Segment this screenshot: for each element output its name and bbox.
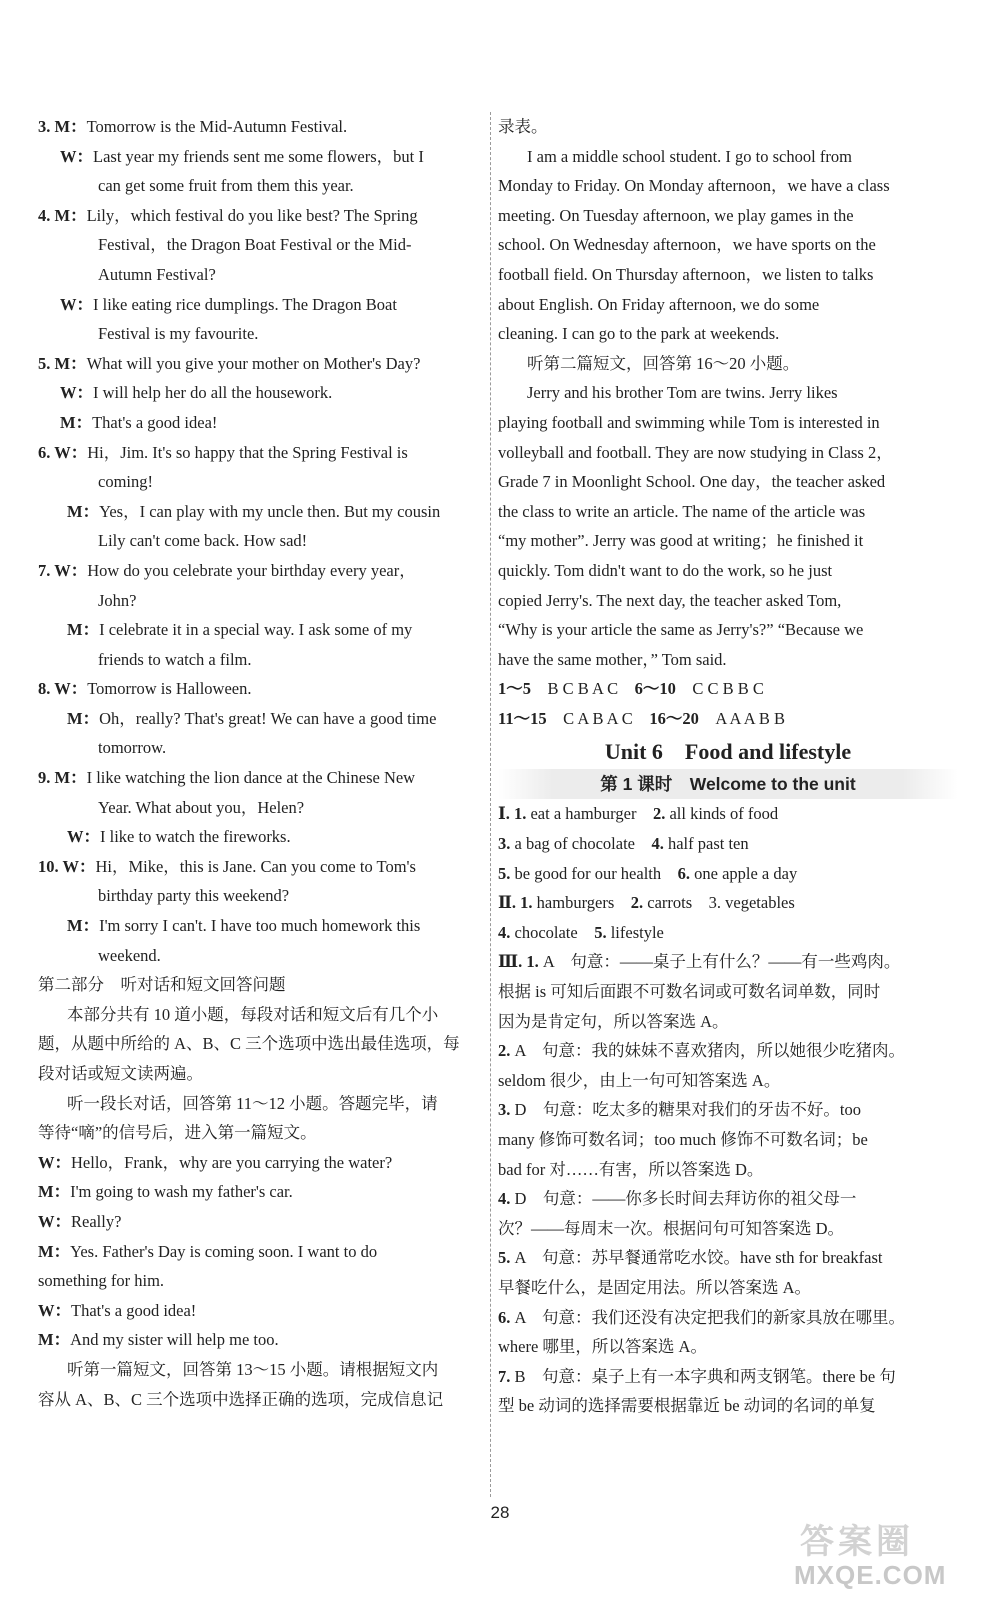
text-line [498,467,958,497]
speaker-label: M： [67,620,100,640]
line-text: Yes. Father's Day is coming soon. I want to do [70,1241,378,1261]
item-number: Ⅲ. 1. [498,952,543,972]
line-text: I will help her do all the housework. [93,383,333,403]
text-line [38,497,486,527]
speaker-label: W： [38,1300,71,1320]
line-text: Hi，Jim. It's so happy that the Spring Festival is [87,442,408,462]
line-text: A 句意：苏早餐通常吃水饺。have sth for breakfast [514,1248,883,1268]
item-number: Ⅰ. 1. [498,804,531,824]
speaker-label: W： [60,383,93,403]
text-line [38,852,486,882]
line-text: Jerry and his brother Tom are twins. Jerry likes [527,383,838,403]
item-number: 1～5 [498,679,531,699]
line-text: A A A B B [698,708,786,728]
line-text: Last year my friends sent me some flowers，but I [93,146,424,166]
text-line [498,230,958,260]
line-text: Grade 7 in Moonlight School. One day，the teacher asked [498,472,886,492]
text-line [498,260,958,290]
text-line [38,201,486,231]
line-text: I like eating rice dumplings. The Dragon Boat [93,294,397,314]
text-line [38,911,486,941]
line-text: B 句意：桌子上有一本字典和两支钢笔。there be 句 [514,1366,896,1386]
item-number: Ⅱ. 1. [498,893,537,913]
speaker-label: W： [38,1211,71,1231]
line-text: I'm sorry I can't. I have too much homework this [99,916,421,936]
speaker-label: W： [54,679,88,699]
item-number: 3. [498,1100,515,1120]
text-line [498,1155,958,1185]
text-line [498,1007,958,1037]
text-line [498,497,958,527]
text-line [38,1059,486,1089]
text-line [38,645,486,675]
line-text: “my mother”. Jerry was good at writing；he finished it [498,531,864,551]
line-text: Lily，which festival do you like best? The Spring [86,205,418,225]
line-text: That's a good idea! [71,1300,197,1320]
text-line [38,586,486,616]
line-text: Really? [71,1211,122,1231]
speaker-label: W： [60,294,93,314]
line-text: coming! [98,472,153,492]
text-line [38,1029,486,1059]
line-text: 次？——每周末一次。根据问句可知答案选 D。 [498,1218,845,1238]
speaker-label: W： [60,146,93,166]
text-line [498,1184,958,1214]
item-number: 16～20 [649,708,699,728]
right-column [498,112,958,1421]
text-line [38,941,486,971]
item-number: 2. [652,804,670,824]
line-text: Lily can't come back. How sad! [98,531,308,551]
column-divider [490,112,491,1497]
item-number: 4. [498,1189,515,1209]
line-text: Autumn Festival? [98,264,216,284]
text-line [38,1237,486,1267]
line-text: weekend. [98,945,161,965]
text-line [498,378,958,408]
line-text: 题，从题中所给的 A、B、C 三个选项中选出最佳选项，每 [38,1034,460,1054]
speaker-label: M： [54,353,87,373]
text-line [38,970,486,1000]
text-line [38,319,486,349]
line-text: “Why is your article the same as Jerry's?” “Because we [498,620,864,640]
text-line [38,793,486,823]
item-number: 7. [38,560,55,580]
text-line [38,1207,486,1237]
text-line [38,438,486,468]
text-line [38,1325,486,1355]
line-text: I like watching the lion dance at the Chinese New [86,768,416,788]
line-text: all kinds of food [669,804,779,824]
text-line [498,290,958,320]
item-number: 2. [630,893,648,913]
item-number: 6. [498,1307,515,1327]
text-line [498,1243,958,1273]
line-text: friends to watch a film. [98,649,252,669]
text-line [38,1296,486,1326]
text-line [498,1303,958,1333]
line-text: a bag of chocolate [514,834,652,854]
line-text: C C B B C [675,679,764,699]
item-number: 9. [38,768,55,788]
text-line [38,408,486,438]
text-line [38,1000,486,1030]
line-text: about English. On Friday afternoon, we do some [498,294,820,314]
text-line [38,733,486,763]
text-line [38,349,486,379]
text-line [498,526,958,556]
line-text: be good for our health [514,863,678,883]
line-text: 段对话或短文读两遍。 [38,1064,203,1083]
text-line [498,438,958,468]
text-line [38,704,486,734]
line-text: And my sister will help me too. [70,1330,279,1350]
line-text: carrots 3. vegetables [647,893,795,913]
item-number: 4. [38,205,55,225]
line-text: Festival is my favourite. [98,324,259,344]
speaker-label: M： [54,205,87,225]
text-line [38,1089,486,1119]
text-line [498,1125,958,1155]
line-text: A 句意：——桌子上有什么？——有一些鸡肉。 [542,952,901,972]
text-line [498,799,958,829]
line-text: I'm going to wash my father's car. [70,1182,293,1202]
text-line [38,1266,486,1296]
text-line [498,888,958,918]
line-text: A 句意：我的妹妹不喜欢猪肉，所以她很少吃猪肉。 [514,1041,906,1061]
item-number: 10. [38,856,63,876]
text-line [498,704,958,734]
text-line [38,378,486,408]
line-text: 根据 is 可知后面跟不可数名词或可数名词单数，同时 [498,982,881,1002]
text-line [498,171,958,201]
line-text: eat a hamburger [530,804,653,824]
line-text: C A B A C [546,708,650,728]
speaker-label: W： [62,856,96,876]
text-line [498,408,958,438]
item-number: 11～15 [498,708,547,728]
speaker-label: W： [54,442,88,462]
text-line [38,1148,486,1178]
text-line [498,1214,958,1244]
left-column [38,112,486,1414]
line-text: D 句意：吃太多的糖果对我们的牙齿不好。too [514,1100,861,1120]
line-text: Year. What about you，Helen? [98,797,305,817]
line-text: birthday party this weekend? [98,886,290,906]
line-text: 等待“嘀”的信号后，进入第一篇短文。 [38,1123,317,1143]
text-line [498,556,958,586]
text-line [38,763,486,793]
text-line [498,947,958,977]
text-line [498,1095,958,1125]
speaker-label: M： [38,1241,71,1261]
line-text: 第二部分 听对话和短文回答问题 [38,975,286,995]
line-text: half past ten [667,834,749,854]
text-line [498,645,958,675]
line-text: tomorrow. [98,738,167,758]
item-number: 3. [38,117,55,136]
item-number: 4. [498,922,515,942]
text-line [498,1332,958,1362]
line-text: 录表。 [498,117,548,136]
right-column-bottom [498,799,958,1420]
line-text: playing football and swimming while Tom is interested in [498,412,880,432]
speaker-label: M： [54,117,87,136]
speaker-label: W： [38,1152,71,1172]
unit-title: Unit 6 Food and lifestyle [604,739,852,765]
text-line [498,1391,958,1421]
line-text: many 修饰可数名词；too much 修饰不可数名词；be [498,1130,868,1149]
line-text: something for him. [38,1271,165,1291]
line-text: Oh，really? That's great! We can have a good time [99,708,437,728]
item-number: 8. [38,679,55,699]
speaker-label: M： [67,708,100,728]
speaker-label: M： [67,501,100,521]
line-text: have the same mother，” Tom said. [498,649,727,669]
item-number: 3. [498,834,515,854]
line-text: B C B A C [531,679,635,699]
item-number: 6. [677,863,695,883]
right-column-top [498,112,958,733]
speaker-label: M： [54,768,87,788]
text-line [38,171,486,201]
line-text: 型 be 动词的选择需要根据靠近 be 动词的名词的单复 [498,1396,876,1416]
item-number: 6. [38,442,55,462]
line-text: 听一段长对话，回答第 11～12 小题。答题完毕，请 [67,1093,438,1113]
text-line [498,1362,958,1392]
speaker-label: M： [38,1330,71,1350]
text-line [38,142,486,172]
text-line [498,615,958,645]
line-text: John? [98,590,137,610]
text-line [38,615,486,645]
speaker-label: M： [38,1182,71,1202]
line-text: copied Jerry's. The next day, the teacher asked Tom, [498,590,842,610]
line-text: football field. On Thursday afternoon，we listen to talks [498,264,874,284]
item-number: 4. [651,834,668,854]
text-line [498,201,958,231]
text-line [38,290,486,320]
line-text: 听第二篇短文，回答第 16～20 小题。 [527,353,800,373]
line-text: Tomorrow is the Mid-Autumn Festival. [86,117,348,136]
text-line [38,1118,486,1148]
line-text: 早餐吃什么，是固定用法。所以答案选 A。 [498,1277,812,1297]
line-text: I celebrate it in a special way. I ask some of my [99,620,413,640]
text-line [498,977,958,1007]
line-text: What will you give your mother on Mother's Day? [86,353,421,373]
line-text: the class to write an article. The name of the article was [498,501,866,521]
text-line [38,230,486,260]
text-line [498,1066,958,1096]
text-line [38,112,486,142]
text-line [38,467,486,497]
watermark-glyphs: 答案圈 [800,1523,914,1561]
line-text: D 句意：——你多长时间去拜访你的祖父母一 [514,1189,857,1209]
speaker-label: M： [67,916,100,936]
line-text: cleaning. I can go to the park at weekends. [498,324,780,344]
line-text: hamburgers [536,893,631,913]
line-text: I like to watch the fireworks. [100,827,291,847]
item-number: 2. [498,1041,515,1061]
text-line [38,1355,486,1385]
line-text: A 句意：我们还没有决定把我们的新家具放在哪里。 [514,1307,906,1327]
line-text: one apple a day [694,863,798,883]
item-number: 6～10 [634,679,676,699]
line-text: quickly. Tom didn't want to do the work, so he just [498,560,833,580]
text-line [38,881,486,911]
line-text: 本部分共有 10 道小题，每段对话和短文后有几个小 [67,1004,439,1024]
text-line [38,526,486,556]
page-number: 28 [490,1503,510,1522]
line-text: school. On Wednesday afternoon，we have sports on the [498,235,876,255]
line-text: 因为是肯定句，所以答案选 A。 [498,1011,729,1031]
item-number: 5. [498,1248,515,1268]
text-line [498,1273,958,1303]
item-number: 5. [594,922,611,942]
lesson-title: 第 1 课时 Welcome to the unit [498,769,958,799]
line-text: meeting. On Tuesday afternoon, we play games in the [498,205,854,225]
line-text: Tomorrow is Halloween. [87,679,252,699]
line-text: chocolate [514,922,595,942]
speaker-label: W： [67,827,100,847]
text-line [498,829,958,859]
line-text: How do you celebrate your birthday every year， [87,560,416,580]
line-text: where 哪里，所以答案选 A。 [498,1337,707,1357]
watermark-logo [790,1514,980,1594]
line-text: That's a good idea! [92,412,218,432]
text-line [498,859,958,889]
line-text: bad for 对……有害，所以答案选 D。 [498,1159,764,1179]
text-line [498,1036,958,1066]
text-line [498,918,958,948]
item-number: 5. [498,863,515,883]
text-line [38,822,486,852]
line-text: Hello，Frank，why are you carrying the water? [71,1152,393,1172]
text-line [38,1177,486,1207]
line-text: Yes，I can play with my uncle then. But my cousin [99,501,441,521]
text-line [38,1385,486,1415]
line-text: I am a middle school student. I go to school from [527,146,852,166]
line-text: 容从 A、B、C 三个选项中选择正确的选项，完成信息记 [38,1389,444,1409]
line-text: volleyball and football. They are now studying in Class 2， [498,442,893,462]
speaker-label: W： [54,560,88,580]
item-number: 5. [38,353,55,373]
text-line [498,112,958,142]
item-number: 7. [498,1366,515,1386]
line-text: seldom 很少，由上一句可知答案选 A。 [498,1070,781,1090]
text-line [498,319,958,349]
line-text: can get some fruit from them this year. [98,176,354,196]
text-line [498,349,958,379]
text-line [38,260,486,290]
line-text: 听第一篇短文，回答第 13～15 小题。请根据短文内 [67,1359,439,1379]
line-text: Hi，Mike，this is Jane. Can you come to Tom's [95,856,416,876]
text-line [498,586,958,616]
text-line [498,142,958,172]
line-text: lifestyle [610,922,664,942]
text-line [498,674,958,704]
speaker-label: M： [60,412,93,432]
line-text: Festival，the Dragon Boat Festival or the Mid- [98,235,412,255]
watermark-site: MXQE.COM [794,1560,947,1590]
text-line [38,674,486,704]
line-text: Monday to Friday. On Monday afternoon，we have a class [498,176,890,196]
text-line [38,556,486,586]
